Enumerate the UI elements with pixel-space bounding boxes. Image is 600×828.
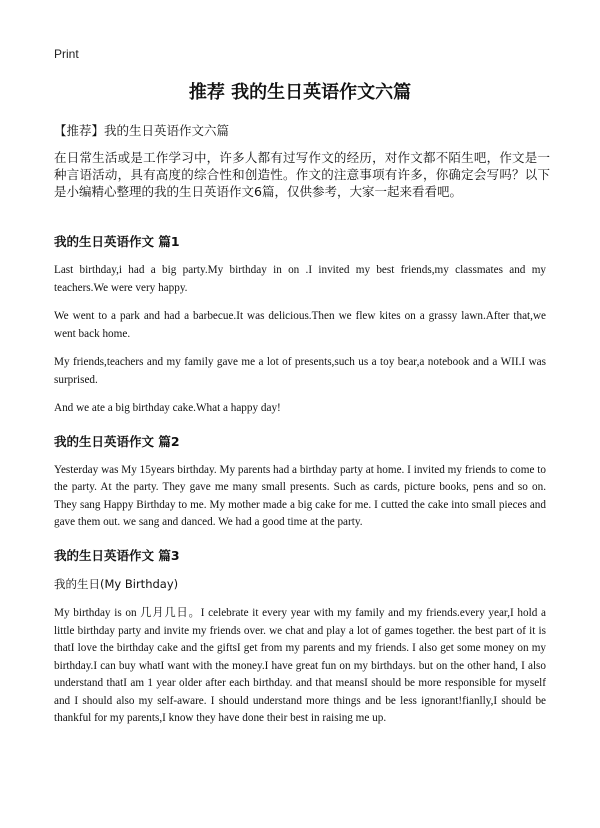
print-link[interactable]: Print [54,47,79,61]
section-heading: 我的生日英语作文 篇2 [54,433,180,449]
paragraph: Yesterday was My 15years birthday. My parents had a birthday party at home. I invited my friends to come to the party. At the party. They gave me many small presents. Such as cards, picture books, pens and so on. They sang Happy Birthday to me. My mother made a big cake for me. I cutted the cake into small pieces and gave them out. we sang and danced. We had a good time at the party. [54,463,546,528]
essay-section-1 [54,232,546,418]
paragraph: We went to a park and had a barbecue.It was delicious.Then we flew kites on a grassy lawn.After that,we went back home. [54,310,546,340]
intro-paragraph: 在日常生活或是工作学习中，许多人都有过写作文的经历，对作文都不陌生吧，作文是一种言语活动，具有高度的综合性和创造性。作文的注意事项有许多，你确定会写吗？以下是小编精心整理的我的生日英语作文6篇，仅供参考，大家一起来看看吧。 [54,150,550,199]
article-content [54,232,546,739]
section-heading: 我的生日英语作文 篇3 [54,547,180,563]
paragraph: And we ate a big birthday cake.What a happy day! [54,402,281,414]
page-title: 推荐 我的生日英语作文六篇 [188,82,412,103]
recommend-line: 【推荐】我的生日英语作文六篇 [54,123,230,138]
essay-section-3 [54,546,546,728]
paragraph: Last birthday,i had a big party.My birthday in on .I invited my best friends,my classmates and my teachers.We were very happy. [54,264,546,294]
paragraph: My friends,teachers and my family gave me a lot of presents,such us a toy bear,a notebook and a WII.I was surprised. [54,356,546,386]
section-subtitle: 我的生日(My Birthday) [54,576,179,591]
paragraph: My birthday is on 几月几日。I celebrate it every year with my family and my friends.every year,I hold a little birthday party and invite my friends over. we chat and play a lot of games together. the best part of it is thatI love the birthday cake and the giftsI get from my parents and my friends. I also get some money on my birthday.I can buy whatI want with the money.I have great fun on my birthdays. but on the other hand, I also understand thatI am 1 year older after each birthday. and that meansI should be more responsible for myself and I should also my self-aware. I should understand more things and be less ignorant!fianlly,I should be thankful for my parents,I know they have done their best in raising me up. [54,607,546,724]
essay-section-2 [54,432,546,532]
section-heading: 我的生日英语作文 篇1 [54,234,180,249]
